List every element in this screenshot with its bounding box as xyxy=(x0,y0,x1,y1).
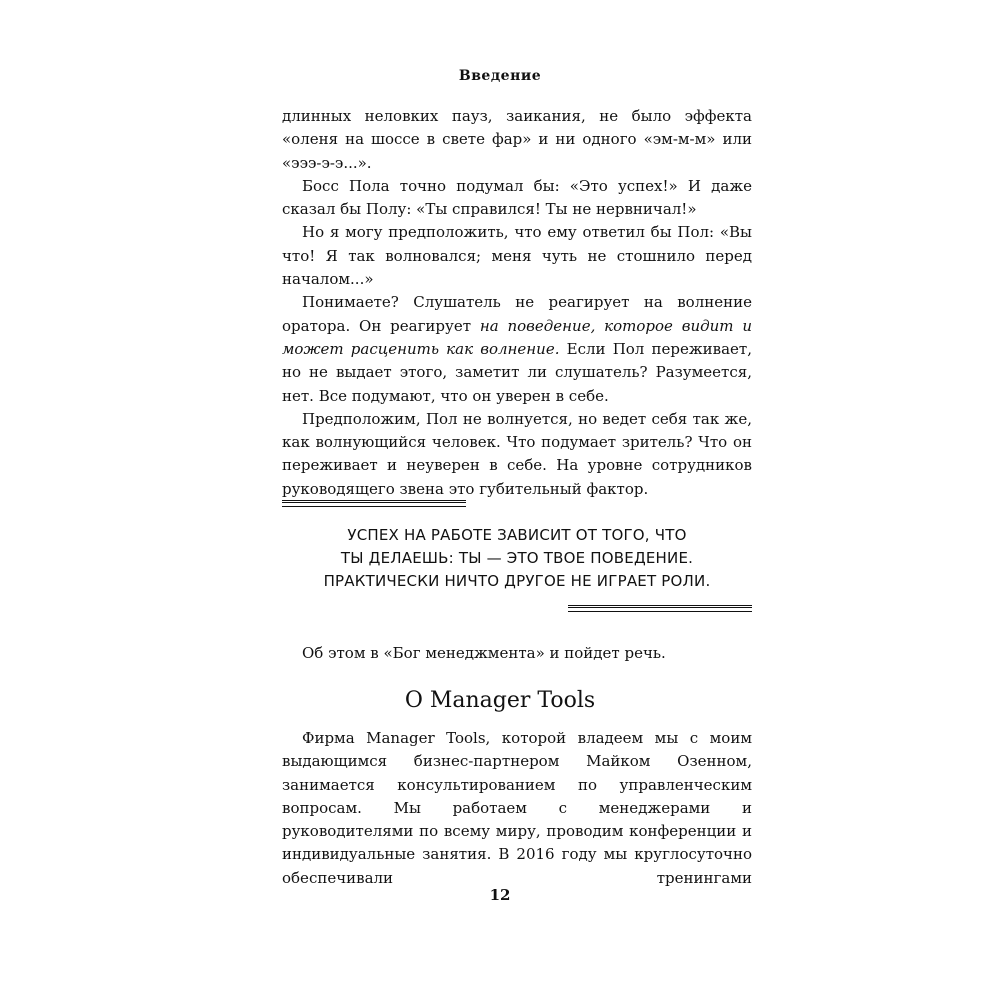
running-head: Введение xyxy=(458,68,542,84)
body-text-middle xyxy=(282,642,752,665)
paragraph-text: Если Пол переживает, но не выдает этого, заметит ли слушатель? Разумеется, нет. Все подумают, что он уверен в себе. xyxy=(282,339,752,405)
section-heading: О Manager Tools xyxy=(404,688,596,713)
callout-rule-bottom xyxy=(568,605,752,612)
callout-rule-top xyxy=(282,500,466,507)
page-number: 12 xyxy=(489,886,511,904)
paragraph: Фирма Manager Tools, которой владеем мы с моим выдающимся бизнес-партнером Майком Озенном, занимается консультированием по управленческим вопросам. Мы работаем с менеджерами и руководителями по всему миру, проводим конференции и индивидуальные занятия. В 2016 году мы круглосуточно обеспечивали тренингами xyxy=(282,729,752,887)
callout-line: ПРАКТИЧЕСКИ НИЧТО ДРУГОЕ НЕ ИГРАЕТ РОЛИ. xyxy=(323,572,711,590)
paragraph-continued: длинных неловких пауз, заикания, не было эффекта «оленя на шоссе в свете фар» и ни одного «эм-м-м» или «эээ-э-э...». xyxy=(282,107,752,172)
paragraph: Но я могу предположить, что ему ответил бы Пол: «Вы что! Я так волновался; меня чуть не стошнило перед началом...» xyxy=(282,223,752,289)
body-text-top xyxy=(282,105,752,501)
callout-line: УСПЕХ НА РАБОТЕ ЗАВИСИТ ОТ ТОГО, ЧТО xyxy=(347,526,687,544)
paragraph: Предположим, Пол не волнуется, но ведет себя так же, как волнующийся человек. Что подумает зритель? Что он переживает и неуверен в себе. На уровне сотрудников руководящего звена это губительный фактор. xyxy=(282,409,752,498)
callout-quote xyxy=(282,524,752,593)
callout-line: ТЫ ДЕЛАЕШЬ: ТЫ — ЭТО ТВОЕ ПОВЕДЕНИЕ. xyxy=(340,549,694,567)
paragraph-text: Понимаете? Слушатель не реагирует на волнение оратора. Он реагирует xyxy=(282,293,752,335)
body-text-bottom xyxy=(282,727,752,890)
paragraph: Об этом в «Бог менеджмента» и пойдет речь. xyxy=(302,644,666,662)
paragraph: Босс Пола точно подумал бы: «Это успех!» И даже сказал бы Полу: «Ты справился! Ты не нервничал!» xyxy=(282,176,752,219)
paragraph-with-emphasis xyxy=(282,291,752,407)
emphasis-text: на поведение, которое видит и может расценить как волнение. xyxy=(282,316,752,358)
